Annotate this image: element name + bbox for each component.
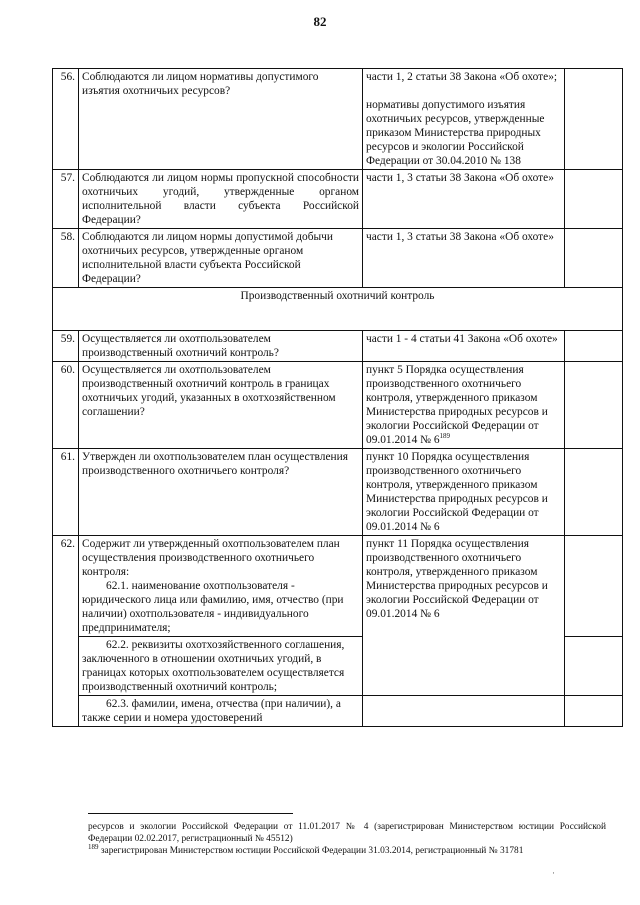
legal-basis-text: части 1 - 4 статьи 41 Закона «Об охоте»: [366, 333, 558, 345]
footnote-divider: [88, 813, 293, 814]
section-row: [53, 288, 623, 331]
legal-basis-text: пункт 11 Порядка осуществления производственного охотничьего контроля, утвержденного приказом Министерства природных ресурсов и экологии Российской Федерации от 09.01.2014 № 6: [366, 538, 548, 620]
legal-basis-cell: [363, 449, 565, 536]
spacer: [366, 84, 561, 98]
question-cell: [79, 696, 363, 727]
table-row: [53, 362, 623, 449]
question-text: Утвержден ли охотпользователем план осуществления производственного охотничьего контроля?: [82, 451, 348, 477]
footnote-reference[interactable]: 189: [439, 432, 451, 441]
question-cell: [79, 362, 363, 449]
legal-basis-cell: [363, 229, 565, 288]
footnote-continued: ресурсов и экологии Российской Федерации от 11.01.2017 № 4 (зарегистрирован Министерством юстиции Российской Федерации 02.02.2017, регистрационный № 45512): [88, 822, 606, 844]
question-cell: [79, 229, 363, 288]
answer-cell[interactable]: [565, 362, 623, 449]
answer-cell[interactable]: [565, 69, 623, 170]
subquestion-text: 62.2. реквизиты охотхозяйственного соглашения, заключенного в отношении охотничьих угодий, в границах которых охотпользователем осуществляется производственный охотничий контроль;: [82, 639, 345, 693]
question-text: Соблюдаются ли лицом нормативы допустимого изъятия охотничьих ресурсов?: [82, 71, 319, 97]
answer-cell[interactable]: [565, 637, 623, 696]
table-row: [53, 229, 623, 288]
answer-cell[interactable]: [565, 696, 623, 727]
subquestion-text: 62.3. фамилии, имена, отчества (при наличии), а также серии и номера удостоверений: [82, 698, 341, 724]
subquestion-text: 62.1. наименование охотпользователя - юридического лица или фамилию, имя, отчество (при наличии) охотпользователя - индивидуального предпринимателя;: [82, 580, 344, 634]
row-number: 61.: [53, 449, 79, 536]
table-row: [53, 696, 623, 727]
legal-basis-cell: [363, 536, 565, 696]
legal-basis-cell: [363, 170, 565, 229]
question-text: Соблюдаются ли лицом нормы пропускной способности охотничьих угодий, утвержденные органом исполнительной власти субъекта Российской Федерации?: [82, 172, 359, 226]
legal-basis-cell: [363, 362, 565, 449]
question-cell: [79, 449, 363, 536]
question-cell: [79, 637, 363, 696]
answer-cell[interactable]: [565, 536, 623, 637]
footnotes: [88, 821, 606, 857]
table-row: [53, 170, 623, 229]
checklist-table: [52, 68, 623, 727]
table-row: [53, 331, 623, 362]
legal-basis-text: части 1, 3 статьи 38 Закона «Об охоте»: [366, 172, 554, 184]
row-number: 60.: [53, 362, 79, 449]
question-text: Осуществляется ли охотпользователем производственный охотничий контроль в границах охотничьих угодий, указанных в охотхозяйственном соглашении?: [82, 364, 336, 418]
answer-cell[interactable]: [565, 331, 623, 362]
row-number: 59.: [53, 331, 79, 362]
row-number: 57.: [53, 170, 79, 229]
question-cell: [79, 69, 363, 170]
table-row: [53, 449, 623, 536]
legal-basis-text: пункт 5 Порядка осуществления производственного охотничьего контроля, утвержденного приказом Министерства природных ресурсов и экологии Российской Федерации от 09.01.2014 № 6: [366, 364, 548, 446]
legal-basis-text: пункт 10 Порядка осуществления производственного охотничьего контроля, утвержденного приказом Министерства природных ресурсов и экологии Российской Федерации от 09.01.2014 № 6: [366, 451, 548, 533]
legal-basis-text: нормативы допустимого изъятия охотничьих ресурсов, утвержденные приказом Министерства природных ресурсов и экологии Российской Федерации от 30.04.2010 № 138: [366, 99, 545, 167]
footnote-text: зарегистрирован Министерством юстиции Российской Федерации 31.03.2014, регистрационный № 31781: [98, 846, 524, 856]
answer-cell[interactable]: [565, 229, 623, 288]
legal-basis-text: части 1, 3 статьи 38 Закона «Об охоте»: [366, 231, 554, 243]
question-cell: [79, 536, 363, 637]
table-row: [53, 69, 623, 170]
page-number: 82: [313, 14, 327, 29]
answer-cell[interactable]: [565, 449, 623, 536]
legal-basis-cell: [363, 69, 565, 170]
row-number: 62.: [53, 536, 79, 727]
question-text: Осуществляется ли охотпользователем производственный охотничий контроль?: [82, 333, 279, 359]
section-heading: Производственный охотничий контроль: [53, 288, 623, 331]
answer-cell[interactable]: [565, 170, 623, 229]
row-number: 58.: [53, 229, 79, 288]
legal-basis-text: части 1, 2 статьи 38 Закона «Об охоте»;: [366, 71, 558, 83]
footnote-189: [88, 842, 606, 857]
question-cell: [79, 331, 363, 362]
table-row: [53, 536, 623, 637]
row-number: 56.: [53, 69, 79, 170]
question-text: Соблюдаются ли лицом нормы допустимой добычи охотничьих ресурсов, утвержденные органом исполнительной власти субъекта Российской Федерации?: [82, 231, 333, 285]
legal-basis-cell: [363, 696, 565, 727]
scan-mark: ·: [552, 868, 555, 878]
footnote-marker: 189: [88, 842, 99, 851]
question-cell: [79, 170, 363, 229]
question-text: Содержит ли утвержденный охотпользователем план осуществления производственного охотничьего контроля:: [82, 538, 340, 578]
legal-basis-cell: [363, 331, 565, 362]
